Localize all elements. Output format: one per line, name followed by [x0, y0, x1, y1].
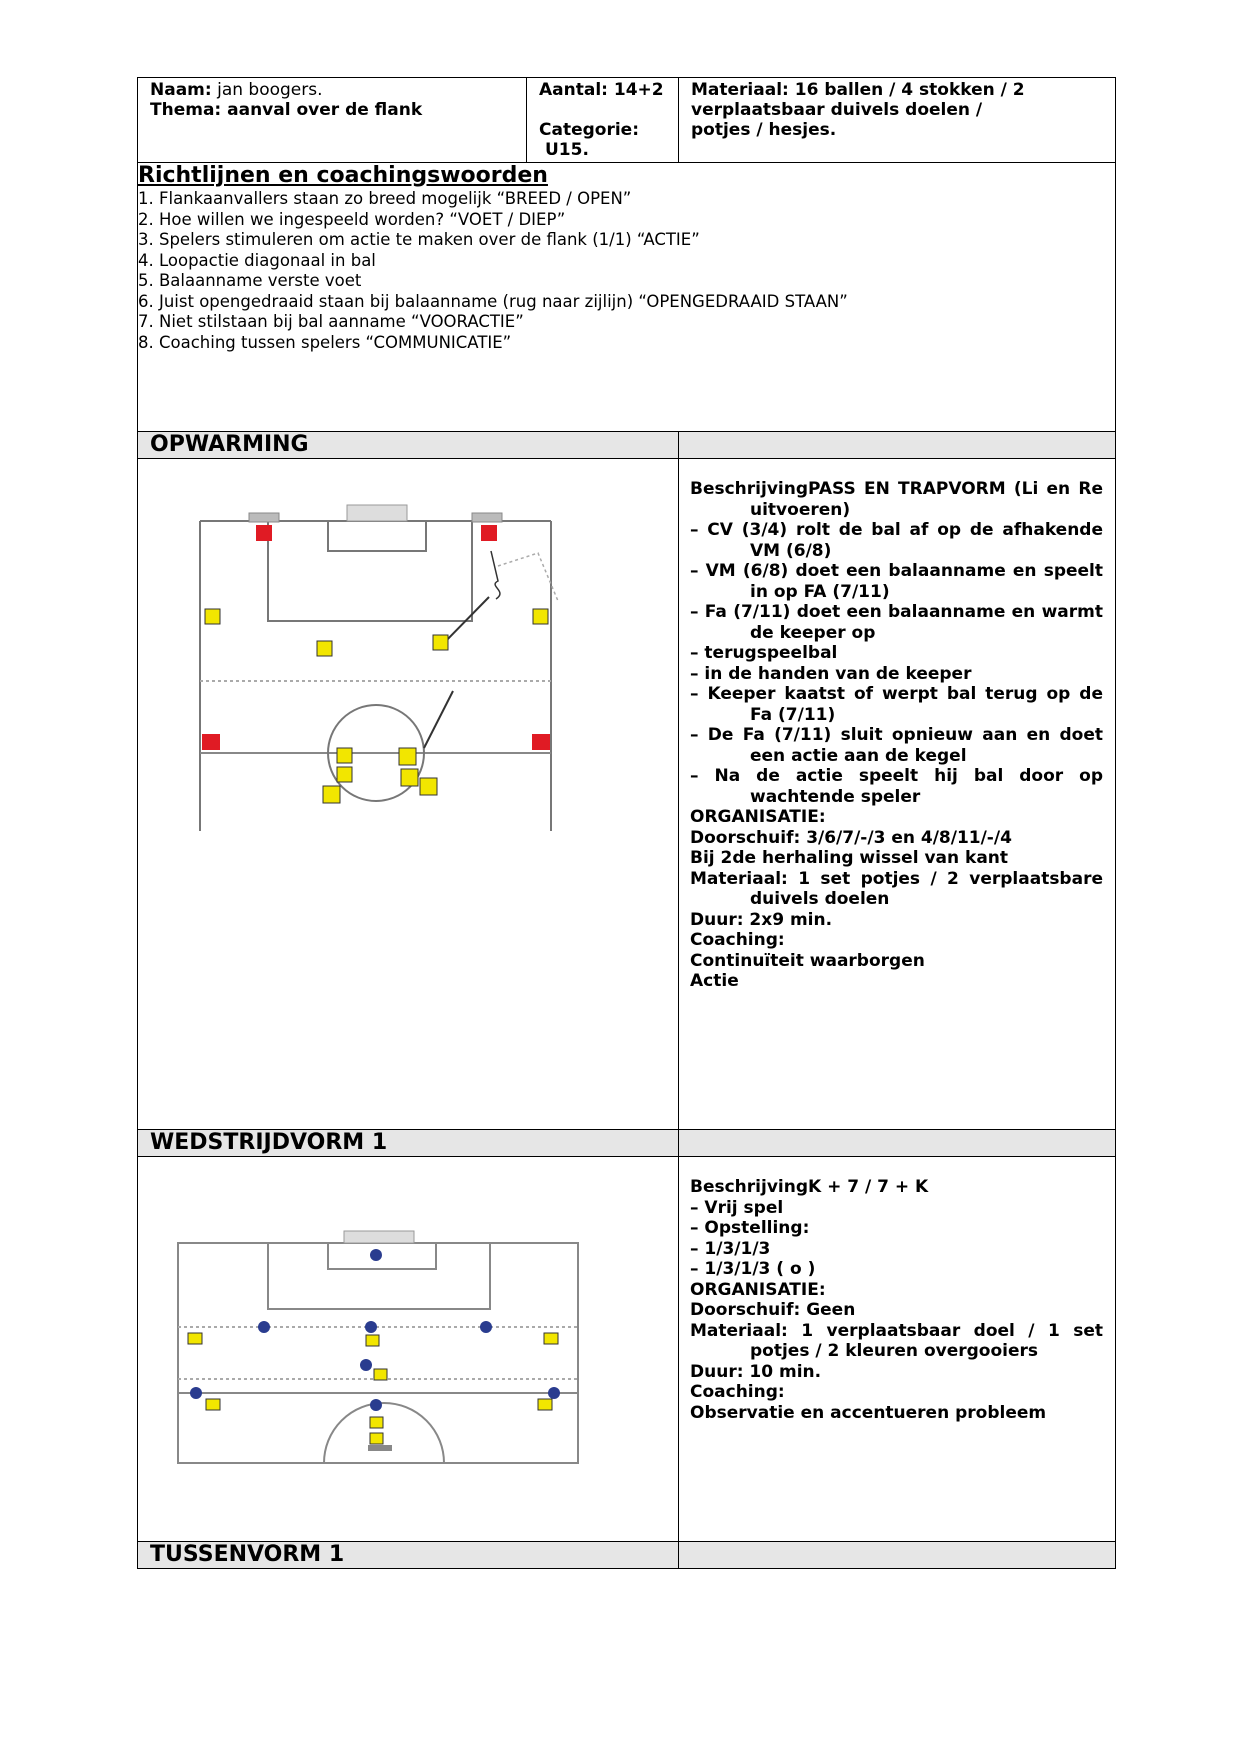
description-line: Doorschuif: Geen	[690, 1300, 856, 1320]
description-line: – Na de actie speelt hij bal door op wachtende speler	[690, 766, 1103, 807]
player-marker	[323, 786, 340, 803]
document	[137, 77, 1115, 1569]
player-marker	[365, 1321, 377, 1333]
guidelines-list	[138, 189, 1115, 353]
red-cone	[532, 734, 550, 750]
materiaal-cell	[679, 78, 1116, 163]
section-body-opwarming	[138, 459, 1116, 1130]
player-marker	[533, 609, 548, 624]
categorie-value: U15.	[545, 140, 589, 160]
guideline-item: 7. Niet stilstaan bij bal aanname “VOORACTIE”	[138, 312, 524, 331]
description-cell	[679, 1157, 1116, 1542]
diagram-cell	[138, 1157, 679, 1542]
description-line: Actie	[690, 971, 739, 991]
player-marker	[370, 1249, 382, 1261]
player-marker	[337, 748, 352, 763]
player-marker	[360, 1359, 372, 1371]
description-line: Doorschuif: 3/6/7/-/3 en 4/8/11/-/4	[690, 827, 1012, 848]
materiaal-line: potjes / hesjes.	[691, 120, 837, 140]
description-line: – Fa (7/11) doet een balaanname en warmt de keeper op	[690, 602, 1103, 643]
red-cone	[202, 734, 220, 750]
section-title: TUSSENVORM 1	[138, 1542, 679, 1569]
guideline-item: 5. Balaanname verste voet	[138, 271, 362, 290]
naam-value: jan boogers.	[211, 80, 323, 100]
guidelines-cell	[138, 163, 1116, 432]
player-marker	[370, 1399, 382, 1411]
categorie-label: Categorie:	[539, 120, 639, 140]
player-marker	[538, 1399, 552, 1410]
description-line: – in de handen van de keeper	[690, 663, 972, 684]
description-line: – Keeper kaatst of werpt bal terug op de Fa (7/11)	[690, 684, 1103, 725]
section-body-wedstrijdvorm-1	[138, 1157, 1116, 1542]
aantal-cell	[527, 78, 679, 163]
guideline-item: 6. Juist opengedraaid staan bij balaanname (rug naar zijlijn) “OPENGEDRAAID STAAN”	[138, 291, 848, 311]
description-line: – terugspeelbal	[690, 643, 838, 663]
description-line: Coaching:	[690, 930, 785, 950]
description-line: – Opstelling:	[690, 1218, 810, 1238]
section-title: OPWARMING	[138, 432, 679, 459]
player-marker	[548, 1387, 560, 1399]
description-line: Materiaal: 1 verplaatsbaar doel / 1 set potjes / 2 kleuren overgooiers	[690, 1320, 1103, 1361]
description-line: BeschrijvingPASS EN TRAPVORM (Li en Re uitvoeren)	[690, 479, 1103, 520]
description-line: Coaching:	[690, 1382, 785, 1402]
field-diagram-wedstrijdvorm	[158, 1169, 598, 1519]
naam-label: Naam:	[150, 80, 212, 100]
player-marker	[401, 769, 418, 786]
description-line: – 1/3/1/3	[690, 1238, 771, 1259]
materiaal-line: verplaatsbaar duivels doelen /	[691, 100, 983, 120]
player-marker	[317, 641, 332, 656]
description-line: Materiaal: 1 set potjes / 2 verplaatsbare duivels doelen	[690, 868, 1103, 909]
section-header-blank	[679, 1542, 1116, 1569]
section-header-opwarming	[138, 432, 1116, 459]
player-marker	[337, 767, 352, 782]
section-header-wedstrijdvorm-1	[138, 1130, 1116, 1157]
diagram-cell	[138, 459, 679, 1130]
player-marker	[374, 1369, 387, 1380]
player-marker	[205, 609, 220, 624]
guideline-item: 2. Hoe willen we ingespeeld worden? “VOET / DIEP”	[138, 209, 566, 229]
description-line: Observatie en accentueren probleem	[690, 1402, 1047, 1423]
player-marker	[399, 748, 416, 765]
materiaal-line: Materiaal: 16 ballen / 4 stokken / 2	[691, 80, 1025, 100]
player-marker	[480, 1321, 492, 1333]
section-title: WEDSTRIJDVORM 1	[138, 1130, 679, 1157]
description-opwarming	[679, 459, 1115, 992]
description-line: – VM (6/8) doet een balaanname en speelt in op FA (7/11)	[690, 561, 1103, 602]
red-cone	[481, 525, 497, 541]
player-marker	[420, 778, 437, 795]
description-line: Duur: 10 min.	[690, 1361, 822, 1382]
header-row	[138, 78, 1116, 163]
guideline-item: 3. Spelers stimuleren om actie te maken over de flank (1/1) “ACTIE”	[138, 230, 700, 249]
field-diagram-opwarming	[178, 471, 718, 891]
training-form	[137, 77, 1116, 1569]
thema: Thema: aanval over de flank	[150, 100, 423, 120]
player-marker	[433, 635, 448, 650]
guidelines-row	[138, 163, 1116, 432]
description-line: ORGANISATIE:	[690, 1279, 826, 1300]
name-theme-cell	[138, 78, 527, 163]
description-line: Duur: 2x9 min.	[690, 909, 833, 930]
guideline-item: 1. Flankaanvallers staan zo breed mogelijk “BREED / OPEN”	[138, 189, 632, 208]
description-cell	[679, 459, 1116, 1130]
description-line: – 1/3/1/3 ( o )	[690, 1259, 816, 1279]
guidelines-title: Richtlijnen en coachingswoorden	[138, 163, 548, 188]
section-header-tussenvorm-1	[138, 1542, 1116, 1569]
description-line: – De Fa (7/11) sluit opnieuw aan en doet een actie aan de kegel	[690, 725, 1103, 766]
player-marker	[370, 1417, 383, 1428]
player-marker	[188, 1333, 202, 1344]
player-marker	[366, 1335, 379, 1346]
description-line: Bij 2de herhaling wissel van kant	[690, 848, 1009, 868]
description-line: – Vrij spel	[690, 1197, 784, 1218]
player-marker	[190, 1387, 202, 1399]
description-line: – CV (3/4) rolt de bal af op de afhakende VM (6/8)	[690, 520, 1103, 561]
description-line: BeschrijvingK + 7 / 7 + K	[690, 1177, 929, 1197]
player-marker	[544, 1333, 558, 1344]
description-line: Continuïteit waarborgen	[690, 950, 925, 971]
description-wedstrijdvorm-1	[679, 1157, 1115, 1423]
red-cone	[256, 525, 272, 541]
section-header-blank	[679, 1130, 1116, 1157]
aantal: Aantal: 14+2	[539, 80, 664, 100]
guideline-item: 4. Loopactie diagonaal in bal	[138, 250, 376, 270]
player-marker	[206, 1399, 220, 1410]
guideline-item: 8. Coaching tussen spelers “COMMUNICATIE”	[138, 332, 512, 352]
section-header-blank	[679, 432, 1116, 459]
player-marker	[258, 1321, 270, 1333]
description-line: ORGANISATIE:	[690, 807, 826, 827]
player-marker	[370, 1433, 383, 1444]
